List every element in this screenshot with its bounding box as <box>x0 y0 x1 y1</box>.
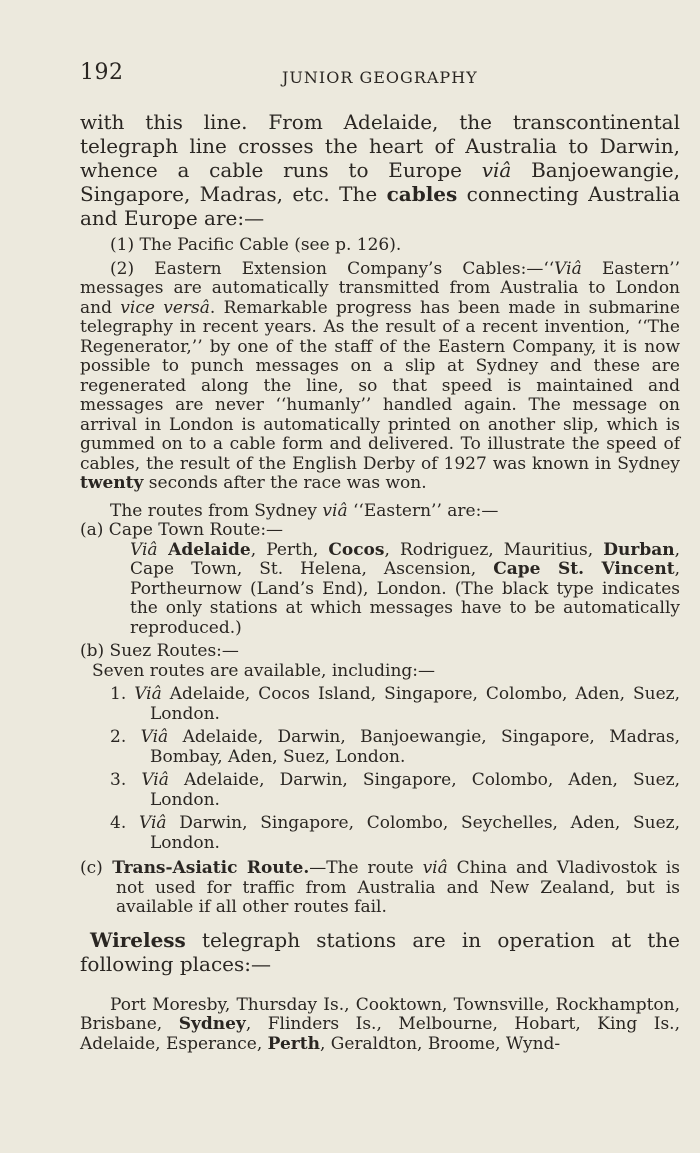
suez-routes-list <box>80 685 680 853</box>
page-number: 192 <box>80 60 124 85</box>
intro-paragraph: with this line. From Adelaide, the transcontinental telegraph line crosses the heart of Australia to Darwin, whence a cable runs to Europe viâ Banjoewangie, Singapore, Madras, etc. The cables connecting Australia and Europe are:— <box>80 110 681 230</box>
list-item: 3. Viâ Adelaide, Darwin, Singapore, Colombo, Aden, Suez, London. <box>110 770 680 810</box>
cape-town-route-heading: (a) Cape Town Route:— <box>80 520 284 540</box>
wireless-places-paragraph: Port Moresby, Thursday Is., Cooktown, Townsville, Rockhampton, Brisbane, Sydney, Flinders Is., Melbourne, Hobart, King Is., Adelaide, Esperance, Perth, Geraldton, Broome, Wynd- <box>80 994 680 1054</box>
suez-routes-intro: Seven routes are available, including:— <box>92 660 436 681</box>
page-header <box>80 60 680 94</box>
cape-town-route-body: Viâ Adelaide, Perth, Cocos, Rodriguez, Mauritius, Durban, Cape Town, St. Helena, Ascension, Cape St. Vincent, Portheurnow (Land’s End), London. (The black type indicates the only stations at which messages have to be automatically reproduced.) <box>130 539 680 638</box>
wireless-paragraph: Wireless telegraph stations are in operation at the following places:— <box>80 927 680 976</box>
routes-intro: The routes from Sydney viâ ‘‘Eastern’’ are:— <box>110 500 499 521</box>
suez-routes-heading: (b) Suez Routes:— <box>80 641 239 661</box>
list-item: 1. Viâ Adelaide, Cocos Island, Singapore, Colombo, Aden, Suez, London. <box>110 684 680 724</box>
page-body <box>80 110 680 1054</box>
running-title: JUNIOR GEOGRAPHY <box>282 68 478 87</box>
list-item: 4. Viâ Darwin, Singapore, Colombo, Seychelles, Aden, Suez, London. <box>110 813 681 853</box>
pacific-cable-paragraph: (1) The Pacific Cable (see p. 126). <box>110 235 402 255</box>
trans-asiatic-route-paragraph: (c) Trans-Asiatic Route.—The route viâ China and Vladivostok is not used for traffic from Australia and New Zealand, but is available if all other routes fail. <box>80 858 680 917</box>
list-item: 2. Viâ Adelaide, Darwin, Banjoewangie, Singapore, Madras, Bombay, Aden, Suez, London. <box>110 727 681 767</box>
eastern-extension-paragraph: (2) Eastern Extension Company’s Cables:—‘‘Viâ Eastern’’ messages are automatically transmitted from Australia to London and vice versâ. Remarkable progress has been made in submarine telegraphy in recent years. As the result of a recent invention, ‘‘The Regenerator,’’ by one of the staff of the Eastern Company, it is now possible to punch messages on a slip at Sydney and these are regenerated along the line, so that speed is maintained and messages are never ‘‘humanly’’ handled again. The message on arrival in London is automatically printed on another slip, which is gummed on to a cable form and delivered. To illustrate the speed of cables, the result of the English Derby of 1927 was known in Sydney twenty seconds after the race was won. <box>80 258 680 493</box>
